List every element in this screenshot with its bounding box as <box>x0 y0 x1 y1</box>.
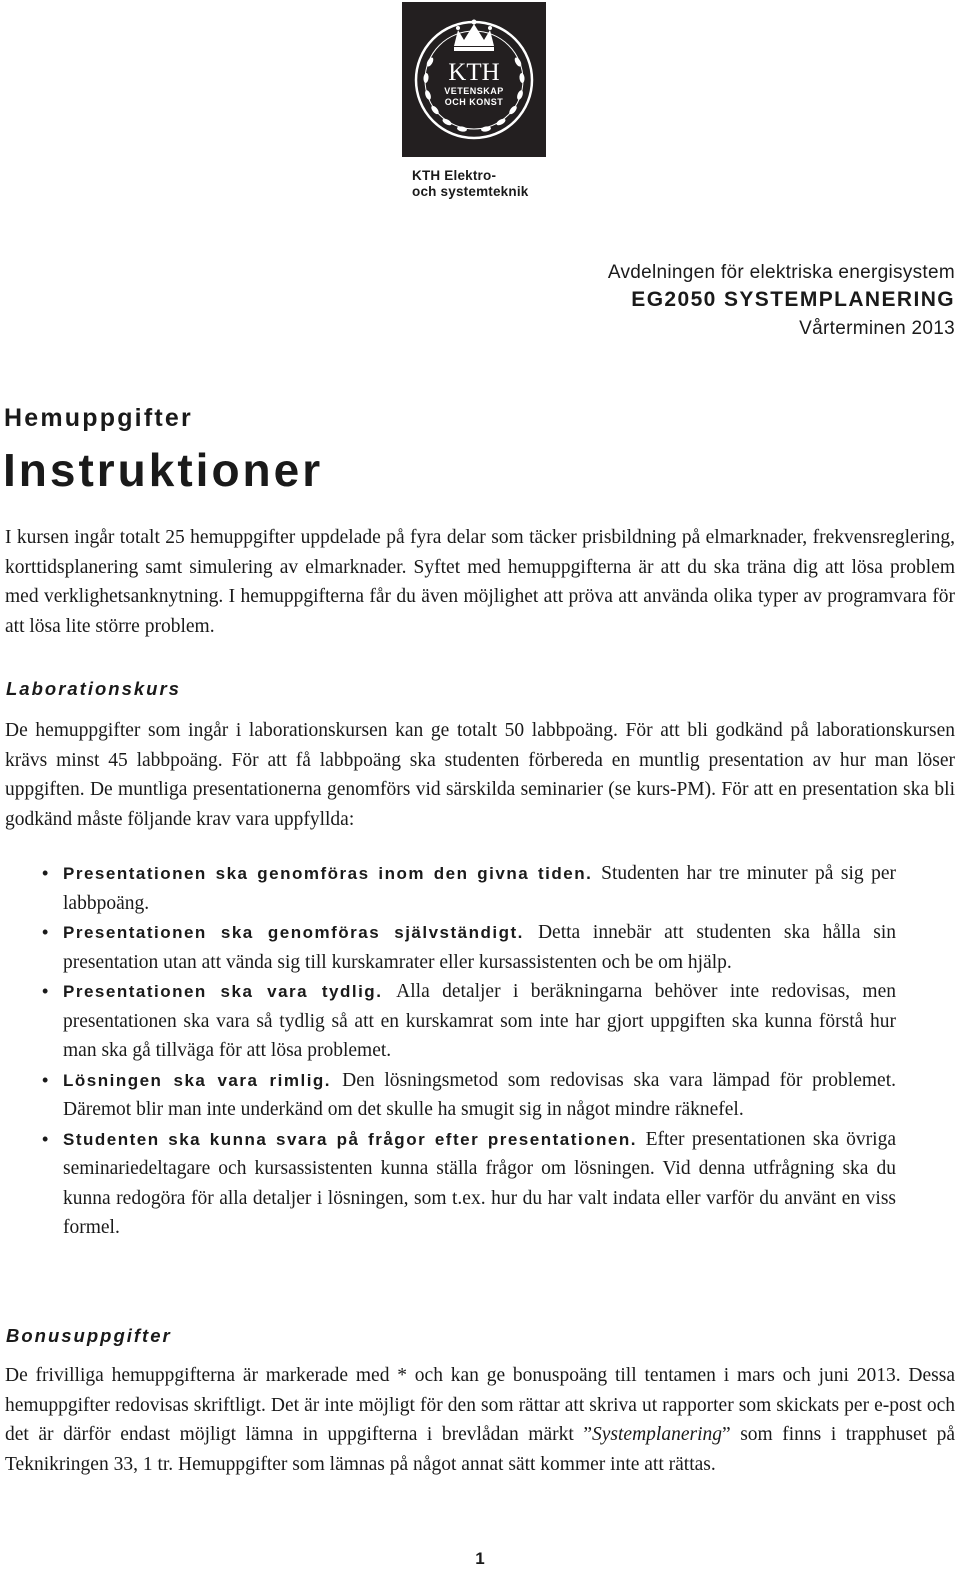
bonus-paragraph <box>5 1361 955 1480</box>
page-number: 1 <box>475 1549 485 1568</box>
bonus-heading: Bonusuppgifter <box>6 1325 172 1346</box>
course-title: EG2050 SYSTEMPLANERING <box>631 288 955 311</box>
department-line-1: KTH Elektro- <box>412 168 497 183</box>
department-name <box>412 168 562 200</box>
rule-lead: Studenten ska kunna svara på frågor efter presentationen. <box>63 1129 646 1149</box>
rule-lead: Presentationen ska vara tydlig. <box>63 982 397 1001</box>
bonus-text-after: ” som finns i trapphuset på Teknikringen 33, 1 tr. Hemuppgifter som lämnas på något annat sätt kommer inte att rättas. <box>5 1424 955 1476</box>
bullet-icon: • <box>42 863 49 883</box>
bullet-icon: • <box>42 922 49 942</box>
rule-lead: Presentationen ska genomföras självständigt. <box>63 923 538 942</box>
department-line-2: och systemteknik <box>412 184 529 199</box>
rule-text: Den lösningsmetod som redovisas ska vara lämpad för problemet. Däremot blir man inte underkänd om det skulle ha smugit sig in något mindre räknefel. <box>63 1069 896 1120</box>
mailbox-name: Systemplanering <box>592 1424 722 1446</box>
rule-text: Detta innebär att studenten ska hålla sin presentation utan att vända sig till kurskamrater eller kursassistenten och be om hjälp. <box>63 922 896 973</box>
rule-lead: Presentationen ska genomföras inom den givna tiden. <box>63 864 602 883</box>
logo-subline-1: VETENSKAP <box>444 86 504 96</box>
rule-text: Alla detaljer i beräkningarna behöver inte redovisas, men presentationen ska vara så tydlig så att en kurskamrat som inte har gjort uppgiften ska kunna förstå hur man ska gå tillväga för att lösa problemet. <box>63 981 896 1061</box>
laboration-paragraph: De hemuppgifter som ingår i laborationskursen kan ge totalt 50 labbpoäng. För att bli godkänd på laborationskursen krävs minst 45 labbpoäng. För att få labbpoäng ska studenten förbereda en muntlig presentation av hur man löser uppgiften. De muntliga presentationerna genomförs vid särskilda seminarier (se kurs-PM). För att en presentation ska bli godkänd måste följande krav vara uppfyllda: <box>5 720 955 831</box>
bullet-icon: • <box>42 1069 49 1090</box>
presentation-rules-list <box>42 859 896 1243</box>
kth-emblem-icon <box>402 2 546 157</box>
division-name: Avdelningen för elektriska energisystem <box>607 262 955 283</box>
laboration-heading: Laborationskurs <box>6 678 181 699</box>
kth-logo <box>402 2 546 157</box>
list-item <box>42 1066 896 1125</box>
list-item <box>42 918 896 977</box>
intro-paragraph: I kursen ingår totalt 25 hemuppgifter uppdelade på fyra delar som täcker prisbildning på elmarknader, frekvensreglering, korttidsplanering samt simulering av elmarknader. Syftet med hemuppgifterna är att du ska träna dig att lösa problem med verklighetsanknytning. I hemuppgifterna får du även möjlighet att pröva att använda olika typer av programvara för att lösa lite större problem. <box>5 527 955 638</box>
bullet-icon: • <box>42 981 49 1001</box>
logo-subline-2: OCH KONST <box>444 97 504 107</box>
rule-text: Efter presentationen ska övriga seminariedeltagare och kursassistenten kunna ställa frågor om lösningen. Vid denna utfrågning ska du kunna redogöra för alla detaljer i lösningen, som t.ex. hur du har valt indata eller varför du använt en viss formel. <box>63 1128 896 1238</box>
list-item <box>42 977 896 1066</box>
list-item <box>42 1125 896 1243</box>
bullet-icon: • <box>42 1128 49 1149</box>
rule-lead: Lösningen ska vara rimlig. <box>63 1070 343 1090</box>
document-title: Instruktioner <box>3 444 324 496</box>
list-item <box>42 859 896 918</box>
bonus-text-before: De frivilliga hemuppgifterna är markerade med * och kan ge bonuspoäng till tentamen i mars och juni 2013. Dessa hemuppgifter redovisas skriftligt. Det är inte möjligt för den som rättar att skriva ut rapporter som skickats per e-post och det är därför endast möjligt lämna in uppgifterna i brevlådan märkt ” <box>5 1365 955 1446</box>
rule-text: Studenten har tre minuter på sig per labbpoäng. <box>63 863 896 914</box>
logo-text: KTH <box>448 59 500 86</box>
term: Vårterminen 2013 <box>799 318 955 339</box>
document-kicker: Hemuppgifter <box>4 404 193 432</box>
